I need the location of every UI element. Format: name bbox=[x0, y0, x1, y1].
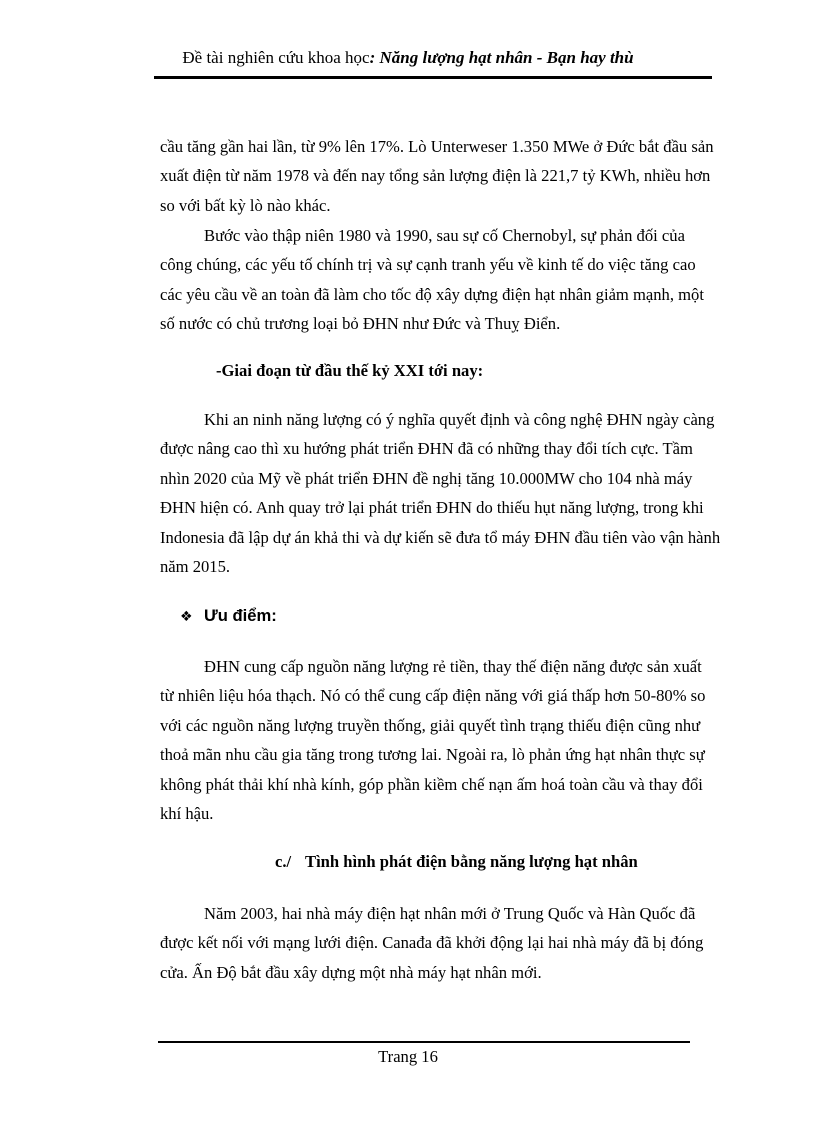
header-prefix: Đề tài nghiên cứu khoa học bbox=[182, 48, 370, 67]
advantages-heading bbox=[180, 604, 277, 629]
paragraph-line: từ nhiên liệu hóa thạch. Nó có thể cung cấp điện năng với giá thấp hơn 50-80% so bbox=[160, 686, 706, 706]
paragraph-line: nhìn 2020 của Mỹ về phát triển ĐHN đề nghị tăng 10.000MW cho 104 nhà máy bbox=[160, 468, 693, 488]
section-title: Tình hình phát điện bằng năng lượng hạt nhân bbox=[305, 852, 638, 871]
paragraph-line: so với bất kỳ lò nào khác. bbox=[160, 195, 331, 215]
page-number: Trang 16 bbox=[378, 1047, 438, 1066]
paragraph-advantages bbox=[160, 652, 712, 828]
paragraph-line: năm 2015. bbox=[160, 557, 231, 577]
header-divider bbox=[154, 76, 712, 79]
paragraph-line: cửa. Ấn Độ bắt đầu xây dựng một nhà máy hạt nhân mới. bbox=[160, 962, 542, 982]
paragraph-line: xuất điện từ năm 1978 và đến nay tổng sản lượng điện là 221,7 tỷ KWh, nhiều hơn bbox=[160, 166, 711, 186]
paragraph-line: Khi an ninh năng lượng có ý nghĩa quyết định và công nghệ ĐHN ngày càng bbox=[204, 410, 715, 429]
paragraph-line: được nâng cao thì xu hướng phát triển ĐHN đã có những thay đổi tích cực. Tầm bbox=[160, 439, 693, 459]
paragraph-line: Bước vào thập niên 1980 và 1990, sau sự cố Chernobyl, sự phản đối của bbox=[204, 226, 685, 245]
paragraph-line: ĐHN cung cấp nguồn năng lượng rẻ tiền, thay thế điện năng được sản xuất bbox=[204, 657, 702, 676]
paragraph-1980s bbox=[160, 221, 712, 339]
section-heading-c bbox=[275, 850, 638, 874]
footer-divider bbox=[158, 1041, 690, 1043]
diamond-bullet-icon: ❖ bbox=[180, 609, 193, 625]
paragraph-energy-security bbox=[160, 405, 721, 581]
paragraph-line: cầu tăng gần hai lần, từ 9% lên 17%. Lò Unterweser 1.350 MWe ở Đức bắt đầu sản bbox=[160, 137, 714, 156]
subheading-21st-century: -Giai đoạn từ đầu thế kỷ XXI tới nay: bbox=[216, 361, 484, 380]
section-number: c./ bbox=[275, 852, 292, 871]
paragraph-line: các yêu cầu về an toàn đã làm cho tốc độ xây dựng điện hạt nhân giảm mạnh, một bbox=[160, 284, 704, 304]
paragraph-line: Năm 2003, hai nhà máy điện hạt nhân mới ở Trung Quốc và Hàn Quốc đã bbox=[204, 904, 696, 923]
paragraph-line: thoả mãn nhu cầu gia tăng trong tương lai. Ngoài ra, lò phản ứng hạt nhân thực sự bbox=[160, 745, 705, 765]
paragraph-line: được kết nối với mạng lưới điện. Canađa đã khởi động lại hai nhà máy đã bị đóng bbox=[160, 933, 704, 953]
page-header bbox=[0, 46, 816, 70]
paragraph-2003 bbox=[160, 899, 712, 987]
advantages-heading-text: Ưu điểm: bbox=[204, 606, 277, 625]
paragraph-line: ĐHN hiện có. Anh quay trở lại phát triển ĐHN do thiếu hụt năng lượng, trong khi bbox=[160, 498, 704, 518]
paragraph-line: với các nguồn năng lượng truyền thống, giải quyết tình trạng thiếu điện cũng như bbox=[160, 715, 701, 735]
paragraph-line: khí hậu. bbox=[160, 804, 214, 824]
paragraph-line: không phát thải khí nhà kính, góp phần kiềm chế nạn ấm hoá toàn cầu và thay đổi bbox=[160, 774, 703, 794]
paragraph-line: công chúng, các yếu tố chính trị và sự cạnh tranh yếu về kinh tế do việc tăng cao bbox=[160, 255, 696, 275]
paragraph-continuation bbox=[160, 132, 712, 220]
paragraph-line: số nước có chủ trương loại bỏ ĐHN như Đức và Thuỵ Điển. bbox=[160, 314, 561, 334]
paragraph-line: Indonesia đã lập dự án khả thi và dự kiến sẽ đưa tổ máy ĐHN đầu tiên vào vận hành bbox=[160, 527, 721, 547]
header-title: : Năng lượng hạt nhân - Bạn hay thù bbox=[369, 48, 634, 67]
